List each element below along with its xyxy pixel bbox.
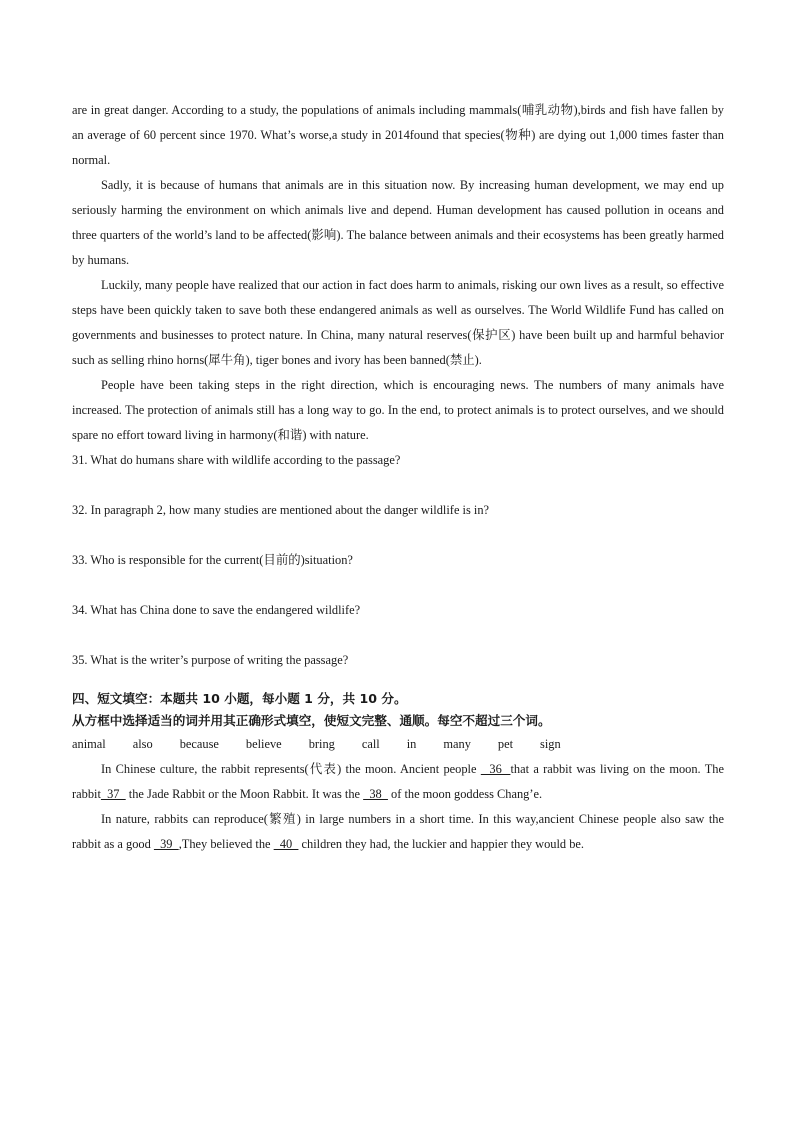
- word-bank-item: also: [132, 737, 153, 751]
- blank-36: 36: [480, 762, 511, 776]
- answer-space-34: [72, 623, 724, 648]
- section-4-title: 四、短文填空：本题共 10 小题，每小题 1 分，共 10 分。: [72, 691, 407, 706]
- word-bank-item: pet: [497, 737, 514, 751]
- word-bank-item: in: [406, 737, 417, 751]
- blank-39: 39: [153, 837, 179, 851]
- answer-space-33: [72, 573, 724, 598]
- blank-38: 38: [363, 787, 388, 801]
- word-bank-item: many: [443, 737, 471, 751]
- cloze-text: the Jade Rabbit or the Moon Rabbit. It was the: [125, 787, 364, 801]
- word-bank-item: sign: [540, 737, 561, 751]
- answer-space-32: [72, 523, 724, 548]
- word-bank-item: bring: [308, 737, 335, 751]
- word-bank: [72, 732, 724, 757]
- passage-paragraph-2: Sadly, it is because of humans that animals are in this situation now. By increasing human development, we may end up seriously harming the environment on which animals live and depend. Human development has caused pollution in oceans and three quarters of the world’s land to be affected(影响). The balance between animals and their ecosystems has been greatly harmed by humans.: [72, 178, 724, 267]
- question-33: 33. Who is responsible for the current(目前的)situation?: [72, 553, 353, 567]
- word-bank-item: animal: [72, 737, 106, 751]
- passage-paragraph-1: are in great danger. According to a study, the populations of animals including mammals(哺乳动物),birds and fish have fallen by an average of 60 percent since 1970. What’s worse,a study in 2014found that species(物种) are dying out 1,000 times faster than normal.: [72, 103, 724, 167]
- cloze-text: children they had, the luckier and happier they would be.: [298, 837, 585, 851]
- question-34: 34. What has China done to save the endangered wildlife?: [72, 603, 361, 617]
- question-31: 31. What do humans share with wildlife according to the passage?: [72, 453, 401, 467]
- section-4-instruction: 从方框中选择适当的词并用其正确形式填空，使短文完整、通顺。每空不超过三个词。: [72, 713, 551, 728]
- cloze-text: In nature, rabbits can reproduce(繁殖) in large numbers in a short time. In this way,ancient Chinese people also saw the rabbit as a good: [72, 812, 724, 851]
- cloze-text: In Chinese culture, the rabbit represents(代表) the moon. Ancient people: [101, 762, 481, 776]
- blank-37: 37: [100, 787, 126, 801]
- cloze-text: that a rabbit was living on the moon. The rabbit: [72, 762, 724, 801]
- answer-space-31: [72, 473, 724, 498]
- cloze-text: of the moon goddess Chang’e.: [387, 787, 543, 801]
- word-bank-item: call: [361, 737, 380, 751]
- passage-paragraph-3: Luckily, many people have realized that our action in fact does harm to animals, risking our own lives as a result, so effective steps have been quickly taken to save both these endangered animals as well as ourselves. The World Wildlife Fund has called on governments and businesses to protect nature. In China, many natural reserves(保护区) have been built up and harmful behavior such as selling rhino horns(犀牛角), tiger bones and ivory has been banned(禁止).: [72, 278, 724, 367]
- question-32: 32. In paragraph 2, how many studies are mentioned about the danger wildlife is in?: [72, 503, 490, 517]
- word-bank-item: because: [179, 737, 219, 751]
- question-35: 35. What is the writer’s purpose of writing the passage?: [72, 653, 349, 667]
- cloze-paragraph-1: [72, 757, 724, 807]
- blank-40: 40: [273, 837, 299, 851]
- cloze-text: ,They believed the: [178, 837, 274, 851]
- word-bank-item: believe: [245, 737, 282, 751]
- document-page: [72, 98, 724, 857]
- cloze-paragraph-2: [72, 807, 724, 857]
- passage-paragraph-4: People have been taking steps in the right direction, which is encouraging news. The numbers of many animals have increased. The protection of animals still has a long way to go. In the end, to protect animals is to protect ourselves, and we should spare no effort toward living in harmony(和谐) with nature.: [72, 378, 724, 442]
